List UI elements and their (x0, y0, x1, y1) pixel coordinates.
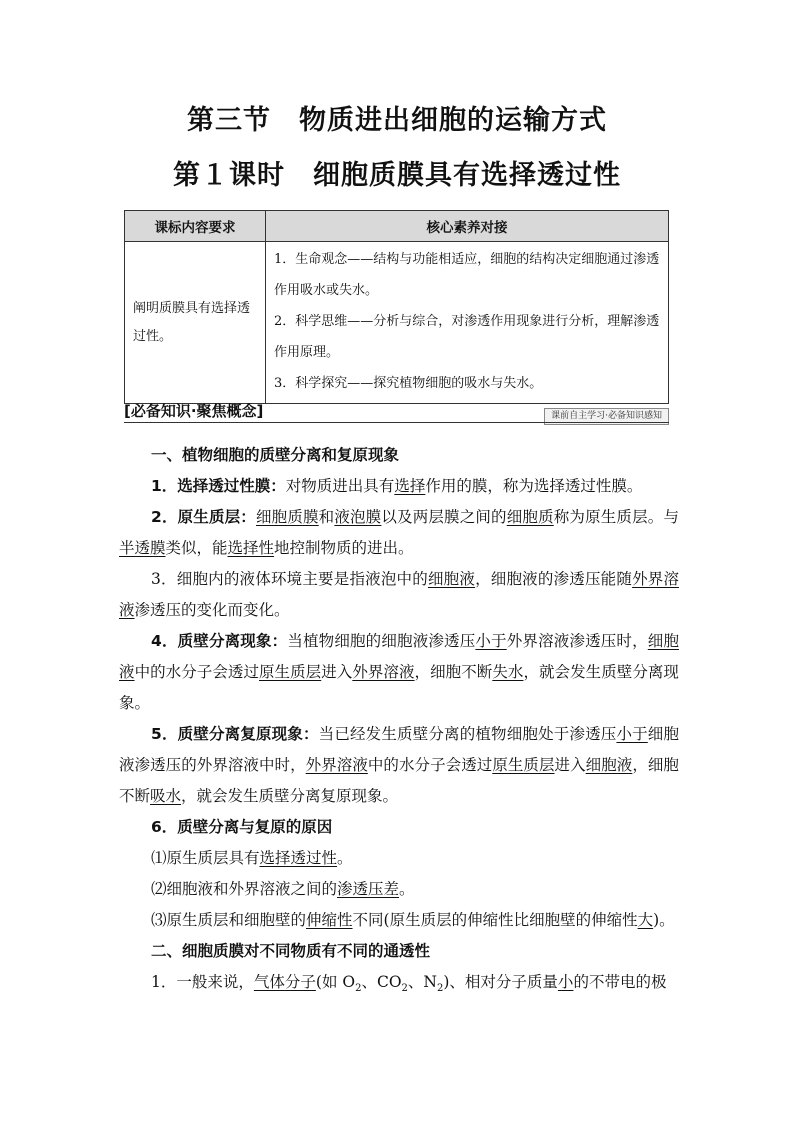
paragraph-7: 1．一般来说，气体分子(如 $O_2$、$CO_2$、$N_2$)、相对分子质量小的不带电的极 (151, 973, 667, 995)
competency-item: 1．生命观念——结构与功能相适应，细胞的结构决定细胞通过渗透作用吸水或失水。 (274, 252, 660, 298)
competency-item: 3．科学探究——探究植物细胞的吸水与失水。 (274, 376, 543, 391)
section-rule (124, 422, 669, 423)
paragraph-1: 1．选择透过性膜：对物质进出具有选择作用的膜，称为选择透过性膜。 (151, 477, 643, 495)
paragraph-6c: ⑶原生质层和细胞壁的伸缩性不同(原生质层的伸缩性比细胞壁的伸缩性大)。 (151, 911, 675, 929)
table-cell-competencies (266, 242, 669, 404)
section-label: [必备知识·聚焦概念] (124, 402, 264, 420)
paragraph-5: 5．质壁分离复原现象：当已经发生质壁分离的植物细胞处于渗透压小于细胞液渗透压的外界溶液中时，外界溶液中的水分子会透过原生质层进入细胞液，细胞不断吸水，就会发生质壁分离复原现象。 (119, 725, 679, 805)
paragraph-3: 3．细胞内的液体环境主要是指液泡中的细胞液，细胞液的渗透压能随外界溶液渗透压的变化而变化。 (119, 570, 679, 619)
section-tag: 课前自主学习·必备知识感知 (544, 408, 669, 425)
paragraph-4: 4．质壁分离现象：当植物细胞的细胞液渗透压小于外界溶液渗透压时，细胞液中的水分子会透过原生质层进入外界溶液，细胞不断失水，就会发生质壁分离现象。 (119, 632, 679, 712)
content-body (119, 440, 679, 1004)
table-cell-requirement: 阐明质膜具有选择透过性。 (125, 242, 266, 404)
paragraph-6: 6．质壁分离与复原的原因 (151, 818, 333, 836)
heading-permeability: 二、细胞质膜对不同物质有不同的通透性 (151, 942, 431, 960)
paragraph-2: 2．原生质层：细胞质膜和液泡膜以及两层膜之间的细胞质称为原生质层。与半透膜类似，能选择性地控制物质的进出。 (119, 508, 679, 557)
paragraph-6b: ⑵细胞液和外界溶液之间的渗透压差。 (151, 880, 415, 898)
section-title: 第三节 物质进出细胞的运输方式 (187, 105, 607, 136)
paragraph-6a: ⑴原生质层具有选择透过性。 (151, 849, 353, 867)
heading-plasmolysis: 一、植物细胞的质壁分离和复原现象 (151, 446, 400, 464)
lesson-title: 第１课时 细胞质膜具有选择透过性 (173, 160, 621, 191)
table-header-competencies: 核心素养对接 (266, 211, 669, 242)
table-header-requirements: 课标内容要求 (125, 211, 266, 242)
section-bar (124, 398, 669, 424)
standards-table (124, 210, 669, 404)
competency-item: 2．科学思维——分析与综合，对渗透作用现象进行分析，理解渗透作用原理。 (274, 314, 660, 360)
